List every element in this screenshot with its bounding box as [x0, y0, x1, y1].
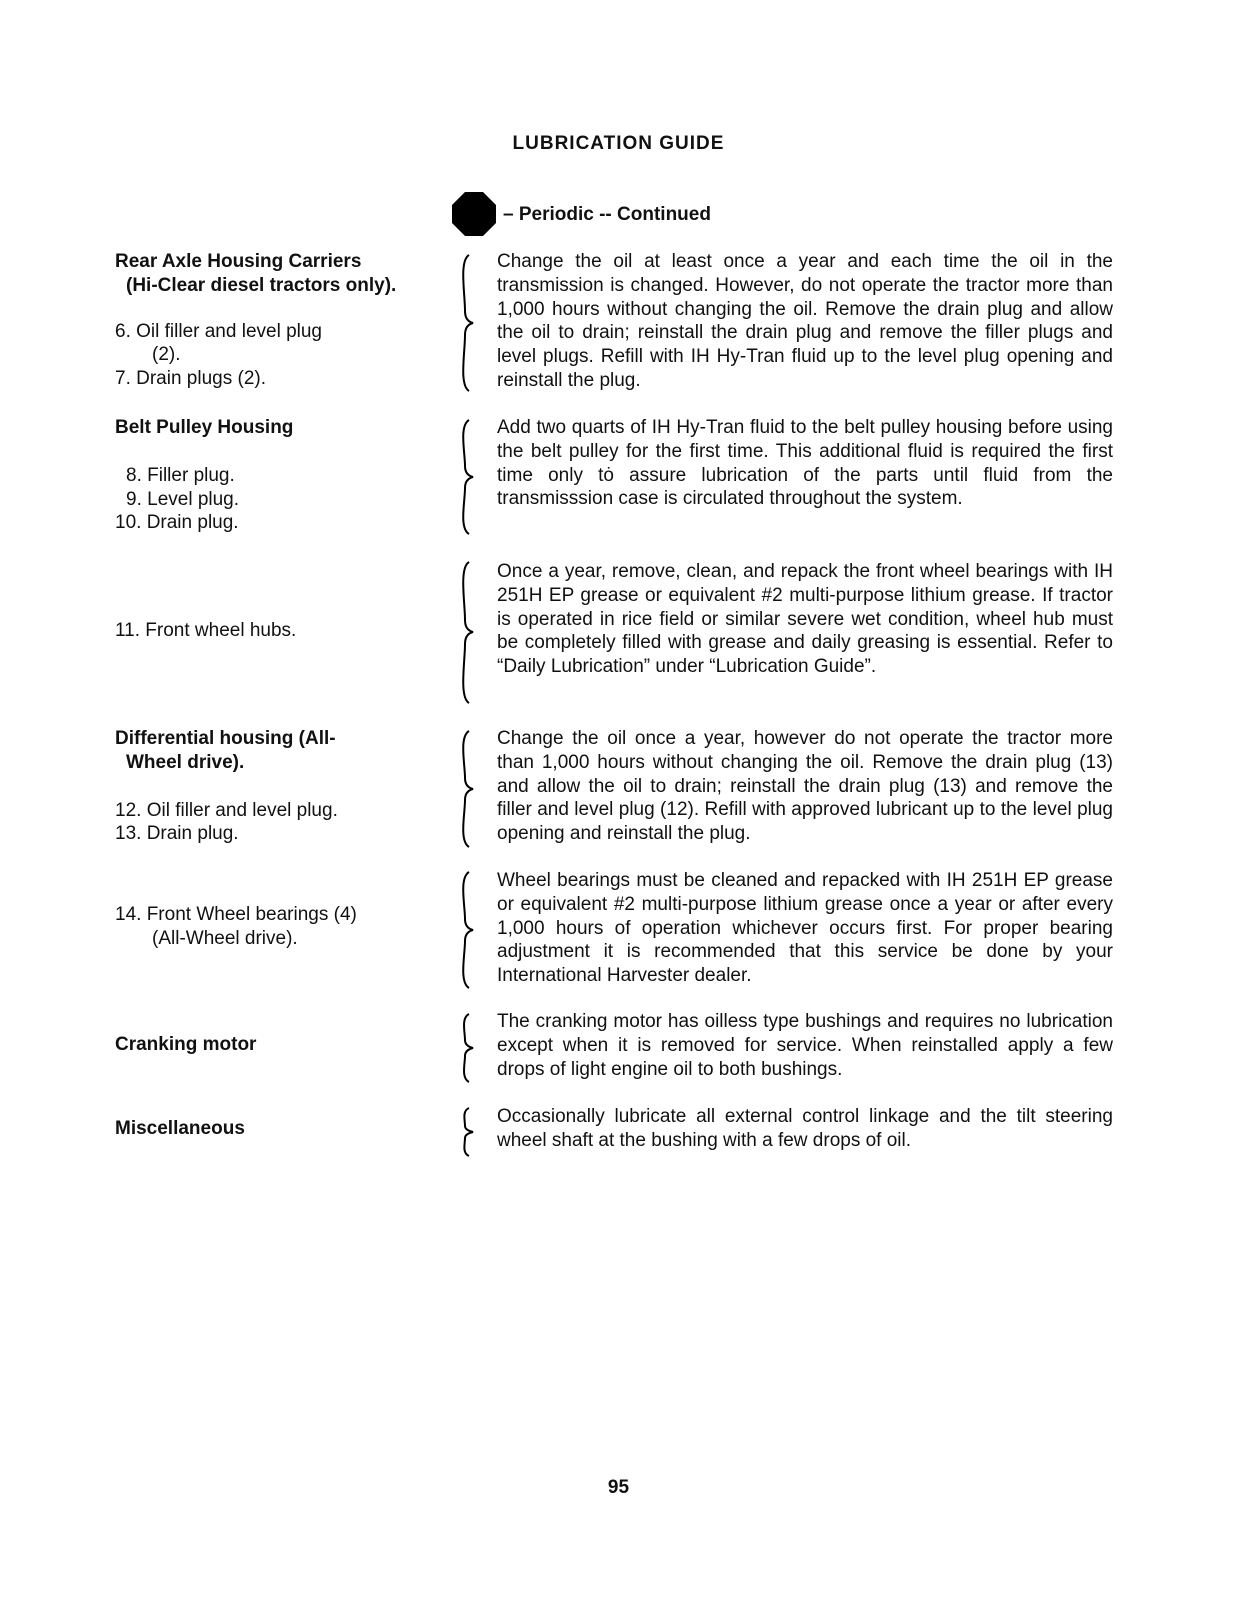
- item-heading: Belt Pulley Housing: [115, 417, 294, 438]
- page-number: 95: [607, 1477, 630, 1498]
- brace-icon: [455, 560, 481, 705]
- item-entry: 11. Front wheel hubs.: [115, 620, 297, 641]
- left-item-belt-pulley: [115, 416, 445, 535]
- left-item-front-wheel-hubs: [115, 619, 445, 643]
- item-heading: Differential housing (All-: [115, 728, 336, 749]
- page-title: LUBRICATION GUIDE: [512, 133, 725, 154]
- description-rear-axle: Change the oil at least once a year and each time the oil in the transmission is changed. However, do not operate the tractor more than 1,000 hours without changing the oil. Remove the drain plug and allow the oil to drain; reinstall the drain plug and remove the filler plugs and level plugs. Refill with IH Hy-Tran fluid up to the level plug opening and reinstall the plug.: [497, 251, 1113, 391]
- item-entry-cont: (All-Wheel drive).: [152, 927, 298, 949]
- left-item-rear-axle: [115, 250, 445, 391]
- left-item-front-wheel-bearings: [115, 903, 445, 951]
- section-subheading: – Periodic -- Continued: [503, 204, 711, 225]
- description-belt-pulley: Add two quarts of IH Hy-Tran fluid to the belt pulley housing before using the belt pulley for the first time. This additional fluid is required the first time only tȯ assure lubrication of the parts until fluid from the transmisssion case is circulated throughout the system.: [497, 417, 1113, 510]
- brace-icon: [455, 870, 481, 990]
- item-entry-cont: (2).: [152, 344, 181, 366]
- item-heading: Cranking motor: [115, 1034, 257, 1055]
- description-cranking-motor: The cranking motor has oilless type bushings and requires no lubrication except when it is removed for service. When reinstalled apply a few drops of light engine oil to both bushings.: [497, 1011, 1113, 1080]
- octagon-symbol-icon: [452, 192, 496, 236]
- brace-icon: [455, 418, 481, 536]
- item-entry: 12. Oil filler and level plug.: [115, 799, 338, 821]
- description-front-wheel-hubs: Once a year, remove, clean, and repack the front wheel bearings with IH 251H EP grease or equivalent #2 multi-purpose lithium grease. If tractor is operated in rice field or similar severe wet condition, wheel hub must be completely filled with grease and daily greasing is essential. Refer to “Daily Lubrication” under “Lubrication Guide”.: [497, 561, 1113, 678]
- item-entry: 8. Filler plug.: [126, 464, 235, 486]
- brace-icon: [455, 253, 481, 393]
- item-entry: 9. Level plug.: [126, 488, 240, 510]
- item-entry: 7. Drain plugs (2).: [115, 368, 267, 390]
- item-entry: 14. Front Wheel bearings (4): [115, 904, 357, 925]
- description-differential: Change the oil once a year, however do not operate the tractor more than 1,000 hours without changing the oil. Remove the drain plug (13) and allow the oil to drain; reinstall the drain plug (13) and remove the filler and level plug (12). Refill with approved lubricant up to the level plug opening and reinstall the plug.: [497, 728, 1113, 845]
- item-heading: Rear Axle Housing Carriers: [115, 251, 362, 272]
- item-entry: 10. Drain plug.: [115, 512, 239, 534]
- brace-icon: [455, 1106, 481, 1158]
- item-entry: 6. Oil filler and level plug: [115, 320, 322, 342]
- item-heading-cont: (Hi-Clear diesel tractors only).: [126, 274, 397, 296]
- item-entry: 13. Drain plug.: [115, 823, 239, 845]
- left-item-differential: [115, 727, 445, 846]
- left-item-miscellaneous: [115, 1117, 445, 1141]
- left-item-cranking-motor: [115, 1033, 445, 1057]
- description-miscellaneous: Occasionally lubricate all external control linkage and the tilt steering wheel shaft at the bushing with a few drops of oil.: [497, 1106, 1113, 1151]
- description-front-wheel-bearings: Wheel bearings must be cleaned and repacked with IH 251H EP grease or equivalent #2 multi-purpose lithium grease once a year or after every 1,000 hours of operation whichever occurs first. For proper bearing adjustment it is recommended that this service be done by your International Harvester dealer.: [497, 870, 1113, 987]
- brace-icon: [455, 1012, 481, 1084]
- item-heading-cont: Wheel drive).: [126, 751, 245, 773]
- brace-icon: [455, 729, 481, 849]
- item-heading: Miscellaneous: [115, 1118, 245, 1139]
